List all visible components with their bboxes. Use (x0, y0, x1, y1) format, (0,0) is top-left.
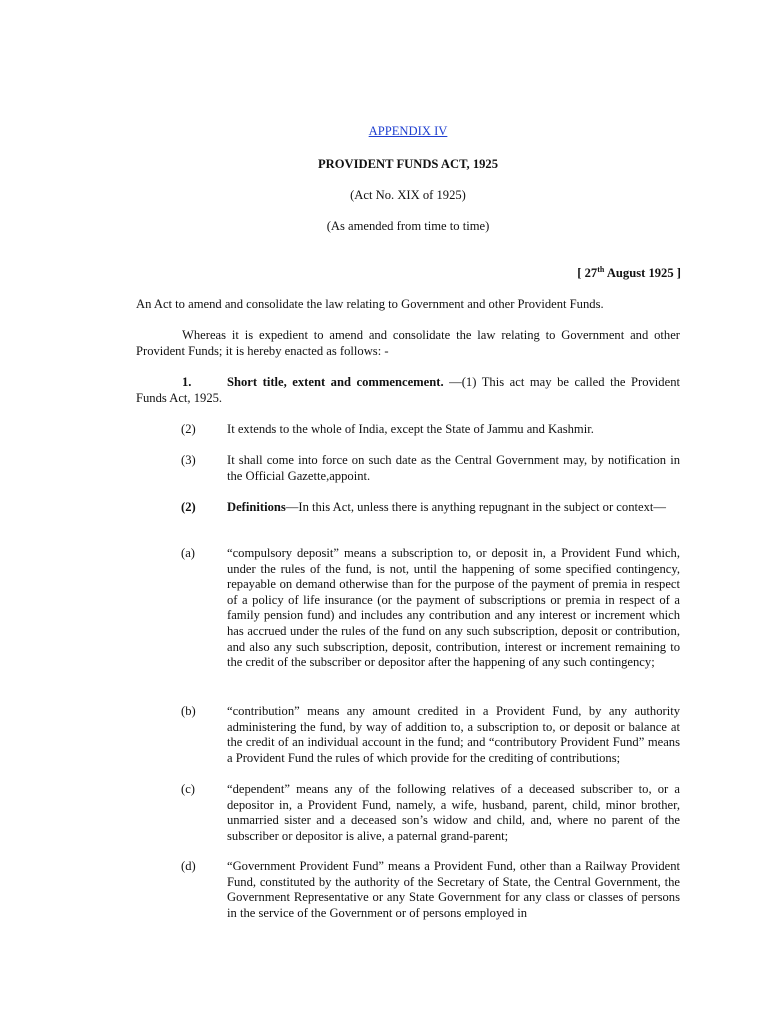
date-post: August 1925 ] (604, 266, 681, 280)
section-2 (136, 500, 680, 516)
section-2-heading: Definitions (227, 500, 286, 514)
section-1-sub-2-text: It extends to the whole of India, except the State of Jammu and Kashmir. (227, 422, 594, 436)
act-number: (Act No. XIX of 1925) (350, 188, 466, 202)
date-pre: [ 27 (577, 266, 598, 280)
appendix-heading: APPENDIX IV (368, 124, 448, 138)
section-1-sub-3-text: It shall come into force on such date as the Central Government may, by notification in the Official Gazette,appoint. (227, 453, 680, 483)
definition-text: “compulsory deposit” means a subscription to, or deposit in, a Provident Fund which, under the rules of the fund, is not, until the happening of some specified contingency, repayable on demand otherwise than for the purpose of the payment of premia in respect of a policy of life insurance (or the payment of subscriptions or premia in respect of a family pension fund) and includes any contribution and any interest or increment which has accrued under the rules of the fund on any such subscription, deposit or contribution, and also any such subscription, deposit, contribution, interest or increment remaining to the credit of the subscriber or depositor after the happening of any such contingency; (227, 546, 680, 670)
section-1-sub-2-label: (2) (181, 422, 196, 436)
definition-label: (c) (181, 782, 195, 796)
definition-text: “dependent” means any of the following relatives of a deceased subscriber to, or a depositor in, a Provident Fund, namely, a wife, husband, parent, child, minor brother, unmarried sister and a deceased son’s widow and child, and, where no parent of the subscriber or depositor is alive, a paternal grand-parent; (227, 782, 680, 843)
definition-label: (a) (181, 546, 195, 560)
whereas-paragraph: Whereas it is expedient to amend and consolidate the law relating to Government and other Provident Funds; it is hereby enacted as follows: - (136, 328, 680, 358)
date-sup: th (597, 264, 605, 274)
enactment-date (577, 266, 681, 282)
section-2-text: —In this Act, unless there is anything repugnant in the subject or context— (285, 500, 666, 514)
definition-label: (b) (181, 704, 196, 718)
definition-text: “contribution” means any amount credited in a Provident Fund, by any authority administering the fund, by way of addition to, a subscription to, or deposit or balance at the credit of an individual account in the fund; and “contributory Provident Fund” means a Provident Fund the rules of which provide for the crediting of contributions; (227, 704, 680, 765)
section-1 (136, 375, 680, 406)
section-1-heading: Short title, extent and commencement. (227, 375, 444, 389)
act-title: PROVIDENT FUNDS ACT, 1925 (317, 157, 499, 171)
section-1-text: —(1) This act may be called the Provident Funds Act, 1925. (136, 375, 680, 405)
section-1-sub-3-label: (3) (181, 453, 196, 467)
definition-label: (d) (181, 859, 196, 873)
amended-note: (As amended from time to time) (326, 219, 490, 233)
section-1-number: 1. (182, 375, 192, 389)
definition-text: “Government Provident Fund” means a Provident Fund, other than a Railway Provident Fund, constituted by the authority of the Secretary of State, the Central Government, the Government Representative or any State Government for any class or classes of persons in the service of the Government or of persons employed in (227, 859, 680, 920)
section-2-number: (2) (181, 500, 196, 514)
intro-paragraph: An Act to amend and consolidate the law relating to Government and other Provident Funds. (136, 297, 604, 311)
